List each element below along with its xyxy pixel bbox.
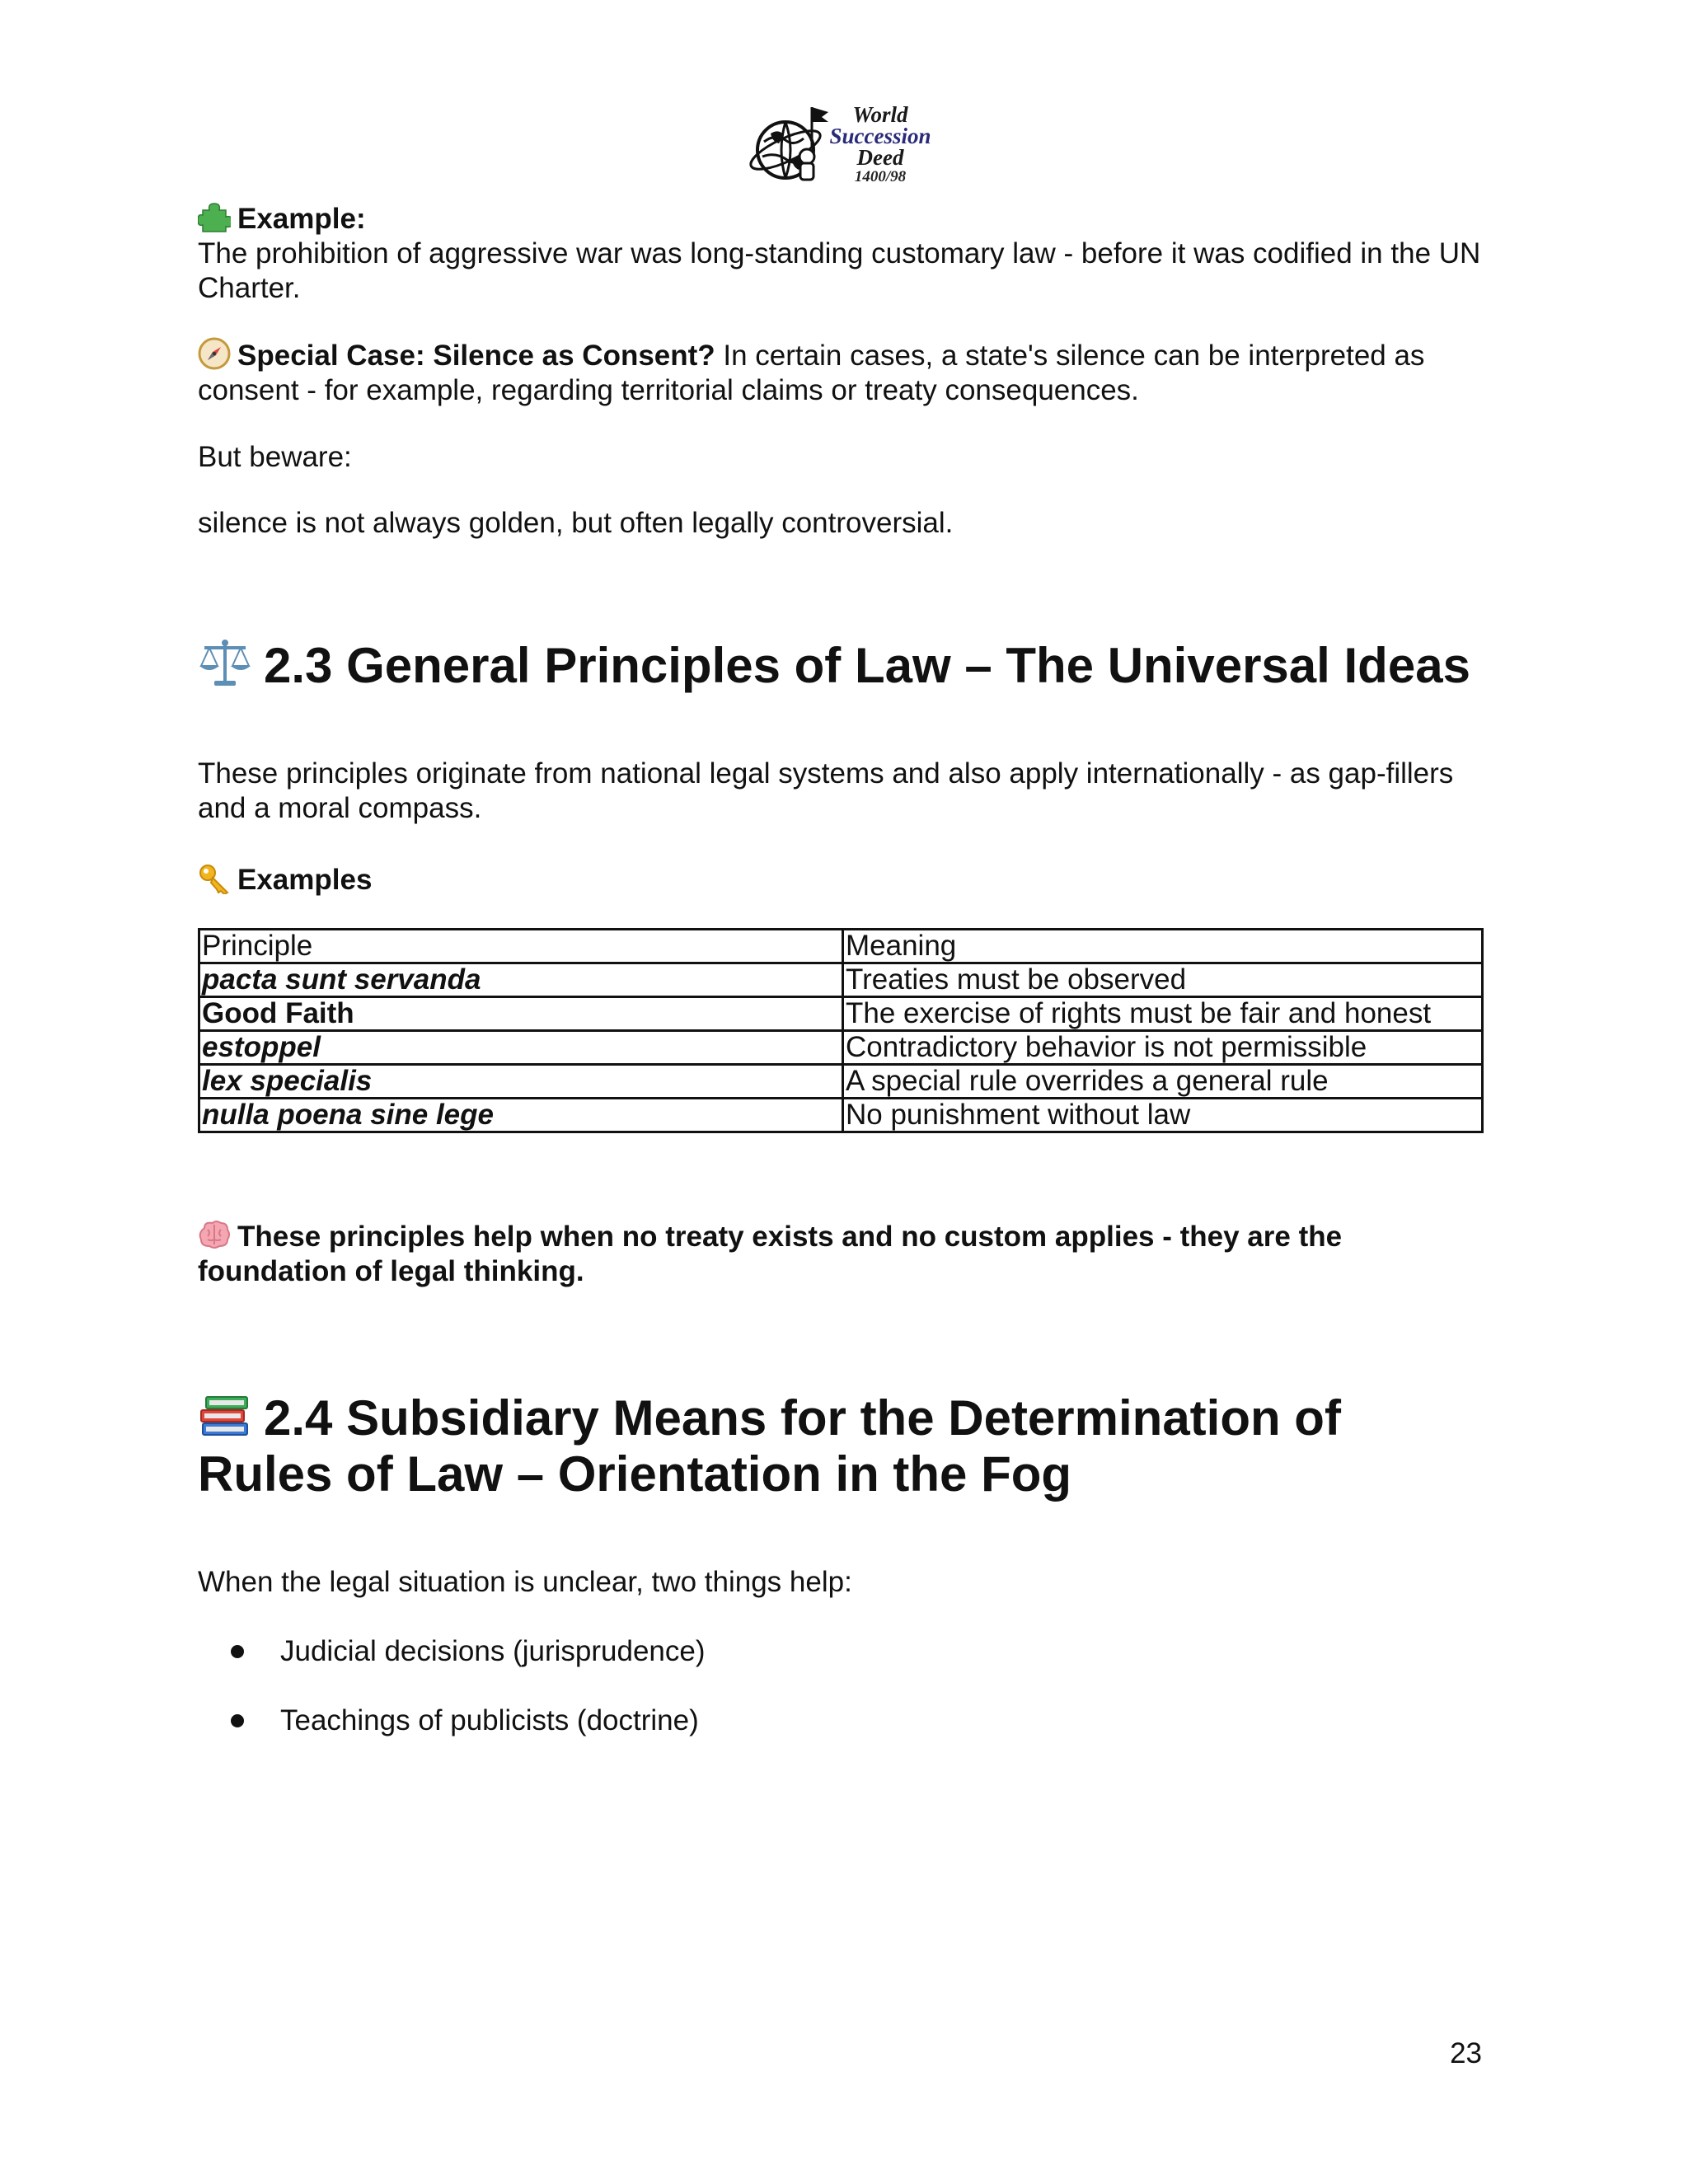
table-cell-meaning: No punishment without law (843, 1099, 1483, 1132)
page-number: 23 (1450, 2037, 1482, 2069)
list-item-text: Teachings of publicists (doctrine) (280, 1704, 699, 1736)
world-succession-deed-logo (746, 101, 931, 191)
section-2-4-title: 2.4 Subsidiary Means for the Determination of Rules of Law – Orientation in the Fog (198, 1390, 1341, 1502)
section-2-4-list-block (198, 1634, 1484, 1738)
special-case-text: In certain cases, a state's silence can be interpreted as consent - for example, regarding territorial claims or treaty consequences. (198, 340, 1425, 406)
example-heading-line (198, 200, 1484, 237)
table-header-row (199, 930, 1483, 963)
table-cell-principle: nulla poena sine lege (199, 1099, 843, 1132)
table-cell-principle: estoppel (199, 1031, 843, 1065)
globe-astronaut-icon (746, 101, 837, 191)
examples-heading-block (198, 861, 1484, 898)
table-cell-principle: pacta sunt servanda (199, 963, 843, 997)
section-2-3-heading (198, 635, 1484, 694)
table-header-principle: Principle (199, 930, 843, 963)
special-case-heading: Special Case: Silence as Consent? (237, 340, 715, 372)
principles-table (198, 928, 1484, 1133)
table-row (199, 1099, 1483, 1132)
table-row (199, 1031, 1483, 1065)
example-text: The prohibition of aggressive war was long-standing customary law - before it was codified in the UN Charter. (198, 237, 1481, 304)
special-case-block (198, 337, 1484, 408)
bullet-dot (231, 1645, 244, 1658)
beware-text: But beware: (198, 441, 352, 473)
table-header-meaning: Meaning (843, 930, 1483, 963)
section-2-3-heading-block (198, 635, 1484, 694)
table-cell-principle: lex specialis (199, 1065, 843, 1099)
principles-note-text: These principles help when no treaty exists and no custom applies - they are the foundation of legal thinking. (198, 1221, 1343, 1287)
principles-note (198, 1218, 1484, 1289)
section-2-4-heading (198, 1387, 1484, 1502)
list-item-text: Judicial decisions (jurisprudence) (280, 1635, 706, 1667)
special-case-paragraph (198, 337, 1484, 408)
table-row (199, 997, 1483, 1031)
examples-heading-line (198, 861, 1484, 898)
bullet-dot (231, 1714, 244, 1727)
table-cell-meaning: The exercise of rights must be fair and honest (843, 997, 1483, 1031)
silence-text: silence is not always golden, but often legally controversial. (198, 507, 954, 539)
principles-note-block (198, 1218, 1484, 1289)
section-2-3-title: 2.3 General Principles of Law – The Universal Ideas (264, 638, 1470, 693)
section-2-3-intro-block (198, 757, 1484, 826)
table-cell-principle: Good Faith (199, 997, 843, 1031)
list-item (198, 1704, 1484, 1738)
balance-scale-icon (198, 635, 252, 689)
beware-block (198, 440, 1484, 475)
table-cell-meaning: Contradictory behavior is not permissible (843, 1031, 1483, 1065)
key-icon (198, 861, 231, 894)
compass-icon (198, 337, 231, 370)
examples-heading: Examples (237, 864, 373, 896)
subsidiary-means-list (198, 1634, 1484, 1738)
example-block (198, 200, 1484, 306)
logo-line-4: 1400/98 (854, 168, 907, 185)
logo-line-1: World (852, 102, 908, 127)
books-icon (198, 1387, 252, 1441)
section-2-3-intro: These principles originate from national legal systems and also apply internationally - as gap-fillers and a moral compass. (198, 757, 1454, 824)
logo-line-2: Succession (829, 124, 931, 148)
section-2-4-heading-block (198, 1387, 1484, 1502)
puzzle-icon (198, 200, 231, 233)
list-item (198, 1634, 1484, 1669)
table-row (199, 963, 1483, 997)
section-2-4-intro: When the legal situation is unclear, two things help: (198, 1566, 852, 1598)
logo-line-3: Deed (856, 145, 904, 170)
table-cell-meaning: Treaties must be observed (843, 963, 1483, 997)
table-row (199, 1065, 1483, 1099)
brain-icon (198, 1218, 231, 1251)
silence-block (198, 506, 1484, 541)
section-2-4-intro-block (198, 1565, 1484, 1600)
example-heading: Example: (237, 203, 366, 235)
table-cell-meaning: A special rule overrides a general rule (843, 1065, 1483, 1099)
